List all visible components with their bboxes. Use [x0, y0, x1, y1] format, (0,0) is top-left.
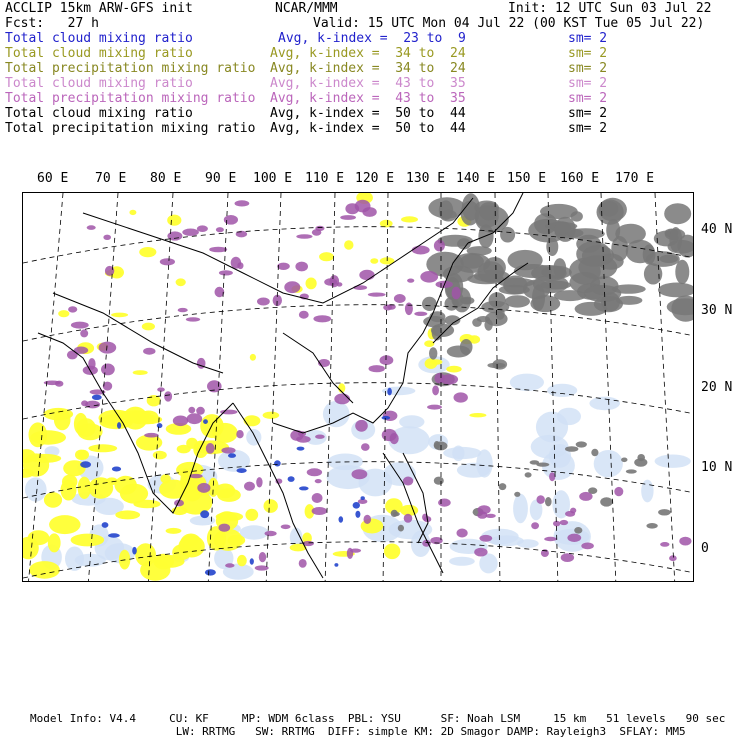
- deep-cloud-patch: [157, 423, 163, 428]
- mid-cloud-patch: [446, 366, 461, 373]
- precip-patch: [143, 348, 155, 355]
- precip-patch: [567, 534, 581, 542]
- precip-patch: [579, 492, 592, 501]
- precip-patch: [383, 305, 392, 311]
- mid-cloud-patch: [264, 499, 278, 513]
- precip-patch: [299, 311, 309, 319]
- mid-cloud-patch: [425, 358, 438, 369]
- precip-patch: [99, 342, 117, 354]
- precip-patch: [315, 226, 324, 231]
- field-name: Total cloud mixing ratio: [5, 31, 193, 46]
- meridian-line: [266, 193, 281, 582]
- field-avg: Avg, k-index = 43 to 35: [270, 91, 466, 106]
- deep-cloud-patch: [387, 388, 392, 396]
- precip-patch: [236, 430, 243, 438]
- high-cloud-patch: [393, 512, 400, 516]
- precip-patch: [225, 563, 234, 567]
- high-cloud-patch: [525, 472, 532, 477]
- precip-patch: [173, 416, 188, 427]
- precip-patch: [420, 271, 438, 283]
- longitude-label: 160 E: [560, 171, 600, 186]
- deep-cloud-patch: [382, 416, 391, 420]
- precip-patch: [565, 511, 575, 517]
- precip-patch: [101, 364, 115, 376]
- high-cloud-patch: [611, 236, 628, 261]
- high-cloud-patch: [429, 347, 437, 359]
- model-title: ACCLIP 15km ARW-GFS init: [5, 1, 193, 16]
- precip-patch: [474, 548, 487, 557]
- field-avg: Avg, k-index = 43 to 35: [270, 76, 466, 91]
- deep-cloud-patch: [80, 461, 91, 468]
- precip-patch: [549, 472, 555, 481]
- deep-cloud-patch: [108, 533, 120, 537]
- high-cloud-patch: [597, 200, 624, 225]
- high-cloud-patch: [514, 264, 552, 278]
- light-cloud-patch: [513, 494, 528, 523]
- longitude-label: 130 E: [406, 171, 446, 186]
- high-cloud-patch: [532, 285, 545, 312]
- deep-cloud-patch: [288, 476, 295, 482]
- precip-patch: [353, 285, 367, 290]
- high-cloud-patch: [514, 492, 520, 497]
- org-title: NCAR/MMM: [275, 1, 338, 16]
- deep-cloud-patch: [353, 502, 360, 509]
- precip-patch: [405, 303, 413, 316]
- field-row: [5, 46, 735, 61]
- deep-cloud-patch: [361, 496, 365, 500]
- field-name: Total cloud mixing ratio: [5, 76, 193, 91]
- precip-patch: [80, 329, 88, 337]
- field-name: Total precipitation mixing ratio: [5, 121, 256, 136]
- mid-cloud-patch: [380, 220, 393, 228]
- mid-cloud-patch: [28, 530, 50, 545]
- mid-cloud-patch: [147, 395, 161, 406]
- field-avg: Avg, k-index = 50 to 44: [270, 106, 466, 121]
- high-cloud-patch: [600, 497, 613, 506]
- precip-patch: [296, 234, 312, 239]
- precip-patch: [187, 413, 203, 424]
- high-cloud-patch: [499, 483, 507, 490]
- precip-patch: [88, 358, 95, 370]
- deep-cloud-patch: [132, 547, 137, 555]
- light-cloud-patch: [452, 446, 464, 462]
- precip-patch: [257, 298, 270, 306]
- field-avg: Avg, k-index = 34 to 24: [270, 46, 466, 61]
- map-panel: [22, 192, 694, 582]
- precip-patch: [478, 505, 491, 514]
- precip-patch: [197, 483, 210, 493]
- precip-patch: [614, 487, 623, 496]
- precip-patch: [561, 553, 574, 562]
- mid-cloud-patch: [142, 323, 155, 331]
- mid-cloud-patch: [88, 477, 113, 498]
- latitude-label: 10 N: [701, 460, 733, 475]
- precip-patch: [454, 392, 468, 402]
- high-cloud-patch: [675, 260, 689, 284]
- field-name: Total precipitation mixing ratio: [5, 61, 256, 76]
- precip-patch: [277, 263, 290, 270]
- mid-cloud-patch: [237, 555, 247, 566]
- precip-patch: [55, 381, 63, 387]
- precip-patch: [432, 385, 439, 395]
- precip-patch: [581, 543, 594, 550]
- mid-cloud-patch: [370, 258, 378, 264]
- precip-patch: [231, 257, 241, 269]
- precip-patch: [352, 469, 368, 479]
- high-cloud-patch: [462, 298, 471, 304]
- field-row: [5, 31, 735, 46]
- precip-patch: [312, 493, 323, 503]
- field-avg: Avg, k-index = 50 to 44: [270, 121, 466, 136]
- deep-cloud-patch: [117, 422, 121, 429]
- precip-patch: [382, 429, 397, 441]
- high-cloud-patch: [576, 241, 611, 266]
- high-cloud-patch: [398, 525, 404, 532]
- mid-cloud-patch: [344, 240, 353, 249]
- mid-cloud-patch: [216, 512, 243, 521]
- deep-cloud-patch: [112, 467, 121, 472]
- high-cloud-patch: [658, 283, 694, 298]
- mid-cloud-patch: [133, 500, 160, 508]
- mid-cloud-patch: [228, 535, 246, 546]
- precip-patch: [290, 430, 303, 441]
- latitude-label: 40 N: [701, 222, 733, 237]
- light-cloud-patch: [517, 539, 539, 548]
- high-cloud-patch: [658, 509, 671, 515]
- high-cloud-patch: [429, 311, 445, 322]
- precip-patch: [679, 537, 691, 546]
- precip-patch: [281, 525, 291, 530]
- light-cloud-patch: [246, 429, 261, 446]
- field-smoothing: sm= 2: [568, 121, 608, 136]
- precip-patch: [553, 521, 560, 527]
- high-cloud-patch: [540, 204, 578, 219]
- mid-cloud-patch: [155, 555, 185, 568]
- precip-patch: [196, 407, 205, 415]
- high-cloud-patch: [669, 227, 682, 252]
- longitude-label: 60 E: [37, 171, 69, 186]
- field-smoothing: sm= 2: [568, 61, 608, 76]
- precip-patch: [244, 482, 255, 491]
- mid-cloud-patch: [469, 413, 486, 417]
- precip-patch: [324, 278, 337, 286]
- precip-patch: [207, 380, 222, 392]
- precip-patch: [186, 317, 200, 321]
- deep-cloud-patch: [92, 395, 102, 400]
- high-cloud-patch: [664, 203, 691, 224]
- mid-cloud-patch: [319, 252, 334, 261]
- mid-cloud-patch: [111, 313, 128, 318]
- high-cloud-patch: [575, 302, 608, 316]
- precip-patch: [404, 514, 413, 523]
- field-smoothing: sm= 2: [568, 76, 608, 91]
- precip-patch: [299, 559, 307, 568]
- precip-patch: [315, 479, 322, 483]
- precip-patch: [359, 270, 374, 280]
- high-cloud-patch: [546, 237, 558, 256]
- light-cloud-patch: [449, 557, 475, 566]
- field-row: [5, 76, 735, 91]
- deep-cloud-patch: [200, 510, 209, 518]
- latitude-label: 20 N: [701, 380, 733, 395]
- longitude-label: 80 E: [150, 171, 182, 186]
- precip-patch: [457, 529, 468, 538]
- precip-patch: [87, 225, 96, 230]
- high-cloud-patch: [621, 458, 627, 463]
- high-cloud-patch: [500, 227, 515, 243]
- precip-patch: [313, 315, 331, 322]
- high-cloud-patch: [477, 316, 490, 322]
- mid-cloud-patch: [139, 247, 156, 257]
- high-cloud-patch: [530, 460, 540, 464]
- precip-patch: [144, 433, 158, 438]
- deep-cloud-patch: [297, 447, 305, 451]
- mid-cloud-patch: [133, 370, 148, 375]
- precip-patch: [265, 531, 277, 536]
- precip-patch: [340, 215, 356, 220]
- mid-cloud-patch: [44, 492, 62, 508]
- map-canvas: [23, 193, 694, 582]
- precip-patch: [434, 373, 444, 384]
- mid-cloud-patch: [49, 515, 80, 534]
- field-avg: Avg, k-index = 34 to 24: [270, 61, 466, 76]
- high-cloud-patch: [489, 292, 506, 308]
- deep-cloud-patch: [250, 558, 254, 564]
- deep-cloud-patch: [237, 468, 247, 473]
- longitude-label: 70 E: [95, 171, 127, 186]
- precip-patch: [407, 279, 414, 283]
- field-row: [5, 61, 735, 76]
- meridian-line: [325, 193, 335, 582]
- precip-patch: [284, 281, 300, 293]
- precip-patch: [188, 407, 195, 414]
- precip-patch: [355, 200, 371, 213]
- precip-patch: [71, 322, 89, 329]
- coastline: [233, 403, 323, 578]
- precip-patch: [189, 474, 202, 478]
- precip-patch: [219, 524, 231, 532]
- precip-patch: [452, 287, 461, 300]
- light-cloud-patch: [476, 449, 492, 477]
- latitude-label: 0: [701, 541, 709, 556]
- precip-patch: [537, 495, 545, 504]
- high-cloud-patch: [553, 221, 572, 234]
- mid-cloud-patch: [178, 535, 204, 557]
- precip-patch: [256, 477, 262, 487]
- field-avg: Avg, k-index = 23 to 9: [278, 31, 466, 46]
- precip-patch: [206, 443, 215, 454]
- precip-patch: [259, 552, 266, 562]
- high-cloud-patch: [634, 458, 647, 467]
- precip-patch: [295, 262, 308, 272]
- mid-cloud-patch: [88, 444, 117, 452]
- longitude-label: 170 E: [615, 171, 655, 186]
- mid-cloud-patch: [263, 412, 280, 419]
- deep-cloud-patch: [339, 516, 344, 522]
- field-smoothing: sm= 2: [568, 31, 608, 46]
- init-time: Init: 12 UTC Sun 03 Jul 22: [508, 1, 712, 16]
- deep-cloud-patch: [334, 563, 338, 567]
- mid-cloud-patch: [167, 215, 181, 226]
- precip-patch: [221, 447, 235, 453]
- field-row: [5, 91, 735, 106]
- forecast-hour: Fcst: 27 h: [5, 16, 99, 31]
- mid-cloud-patch: [58, 310, 69, 317]
- precip-patch: [312, 507, 327, 515]
- light-cloud-patch: [557, 408, 581, 425]
- high-cloud-patch: [646, 251, 680, 267]
- mid-cloud-patch: [153, 451, 167, 460]
- deep-cloud-patch: [205, 569, 216, 575]
- mid-cloud-patch: [176, 278, 186, 286]
- precip-patch: [347, 548, 353, 559]
- precip-patch: [355, 420, 368, 432]
- mid-cloud-patch: [62, 475, 77, 489]
- deep-cloud-patch: [274, 460, 281, 466]
- high-cloud-patch: [576, 441, 587, 447]
- precip-patch: [334, 394, 350, 405]
- high-cloud-patch: [434, 477, 444, 485]
- precip-patch: [68, 306, 77, 312]
- light-cloud-patch: [323, 401, 350, 427]
- longitude-label: 140 E: [456, 171, 496, 186]
- mid-cloud-patch: [129, 210, 136, 215]
- high-cloud-patch: [667, 298, 694, 315]
- longitude-label: 90 E: [205, 171, 237, 186]
- deep-cloud-patch: [203, 419, 208, 424]
- mid-cloud-patch: [75, 450, 87, 460]
- field-smoothing: sm= 2: [568, 46, 608, 61]
- longitude-label: 110 E: [305, 171, 345, 186]
- precip-patch: [438, 499, 451, 507]
- longitude-label: 120 E: [355, 171, 395, 186]
- precip-patch: [485, 514, 495, 518]
- precip-patch: [394, 294, 406, 303]
- high-cloud-patch: [460, 339, 473, 355]
- field-name: Total precipitation mixing ratio: [5, 91, 256, 106]
- precip-patch: [164, 391, 172, 401]
- field-smoothing: sm= 2: [568, 91, 608, 106]
- precip-patch: [209, 247, 227, 253]
- precip-patch: [182, 229, 199, 236]
- precip-patch: [315, 435, 325, 439]
- mid-cloud-patch: [159, 480, 188, 499]
- longitude-label: 100 E: [253, 171, 293, 186]
- latitude-label: 30 N: [701, 303, 733, 318]
- high-cloud-patch: [626, 469, 637, 473]
- precip-patch: [103, 235, 111, 240]
- deep-cloud-patch: [102, 522, 109, 528]
- precip-patch: [361, 443, 370, 451]
- high-cloud-patch: [545, 497, 552, 506]
- high-cloud-patch: [565, 446, 578, 452]
- mid-cloud-patch: [401, 216, 418, 222]
- light-cloud-patch: [510, 374, 544, 391]
- precip-patch: [669, 555, 677, 561]
- precip-patch: [531, 522, 539, 529]
- precip-patch: [434, 240, 445, 252]
- high-cloud-patch: [574, 527, 582, 534]
- mid-cloud-patch: [212, 423, 237, 443]
- light-cloud-patch: [399, 415, 424, 428]
- deep-cloud-patch: [299, 486, 309, 490]
- precip-patch: [178, 308, 188, 312]
- mid-cloud-patch: [244, 415, 261, 426]
- precip-patch: [479, 535, 492, 542]
- field-row: [5, 106, 735, 121]
- high-cloud-patch: [428, 197, 465, 218]
- coastline: [283, 333, 353, 403]
- precip-patch: [412, 246, 430, 255]
- precip-patch: [403, 477, 413, 486]
- mid-cloud-patch: [245, 509, 258, 521]
- precip-patch: [368, 293, 386, 297]
- mid-cloud-patch: [424, 340, 434, 347]
- high-cloud-patch: [591, 449, 598, 456]
- precip-patch: [660, 542, 669, 547]
- mid-cloud-patch: [250, 354, 256, 361]
- mid-cloud-patch: [384, 544, 400, 560]
- mid-cloud-patch: [48, 533, 61, 552]
- field-smoothing: sm= 2: [568, 106, 608, 121]
- model-info-line2: LW: RRTMG SW: RRTMG DIFF: simple KM: 2D Smagor DAMP: Rayleigh3 SFLAY: MM5: [30, 725, 686, 738]
- precip-patch: [336, 282, 342, 286]
- mid-cloud-patch: [74, 413, 88, 435]
- deep-cloud-patch: [355, 511, 360, 518]
- valid-time: Valid: 15 UTC Mon 04 Jul 22 (00 KST Tue 05 Jul 22): [313, 16, 705, 31]
- model-info-line1: Model Info: V4.4 CU: KF MP: WDM 6class PBL: YSU SF: Noah LSM 15 km 51 levels 90 sec: [30, 712, 726, 725]
- high-cloud-patch: [646, 523, 657, 529]
- mid-cloud-patch: [166, 528, 182, 534]
- high-cloud-patch: [584, 285, 622, 302]
- precip-patch: [427, 405, 442, 410]
- longitude-label: 150 E: [507, 171, 547, 186]
- high-cloud-patch: [487, 363, 505, 369]
- mid-cloud-patch: [135, 543, 156, 566]
- field-row: [5, 121, 735, 136]
- light-cloud-patch: [655, 455, 691, 468]
- precip-patch: [224, 215, 238, 225]
- precip-patch: [560, 520, 568, 525]
- high-cloud-patch: [498, 278, 535, 287]
- mid-cloud-patch: [71, 534, 105, 547]
- precip-patch: [160, 258, 175, 265]
- precip-patch: [216, 227, 224, 232]
- light-cloud-patch: [641, 480, 653, 503]
- mid-cloud-patch: [306, 278, 317, 290]
- precip-patch: [369, 365, 385, 372]
- precip-patch: [219, 270, 233, 275]
- mid-cloud-patch: [115, 510, 140, 519]
- field-name: Total cloud mixing ratio: [5, 106, 193, 121]
- mid-cloud-patch: [29, 422, 48, 447]
- deep-cloud-patch: [228, 453, 236, 458]
- precip-patch: [364, 515, 372, 524]
- precip-patch: [307, 468, 322, 476]
- precip-patch: [414, 312, 427, 316]
- mid-cloud-patch: [130, 411, 148, 424]
- mid-cloud-patch: [217, 488, 241, 502]
- light-cloud-patch: [589, 397, 620, 411]
- field-name: Total cloud mixing ratio: [5, 46, 193, 61]
- precip-patch: [197, 225, 208, 232]
- precip-patch: [235, 200, 250, 206]
- precip-patch: [544, 537, 557, 541]
